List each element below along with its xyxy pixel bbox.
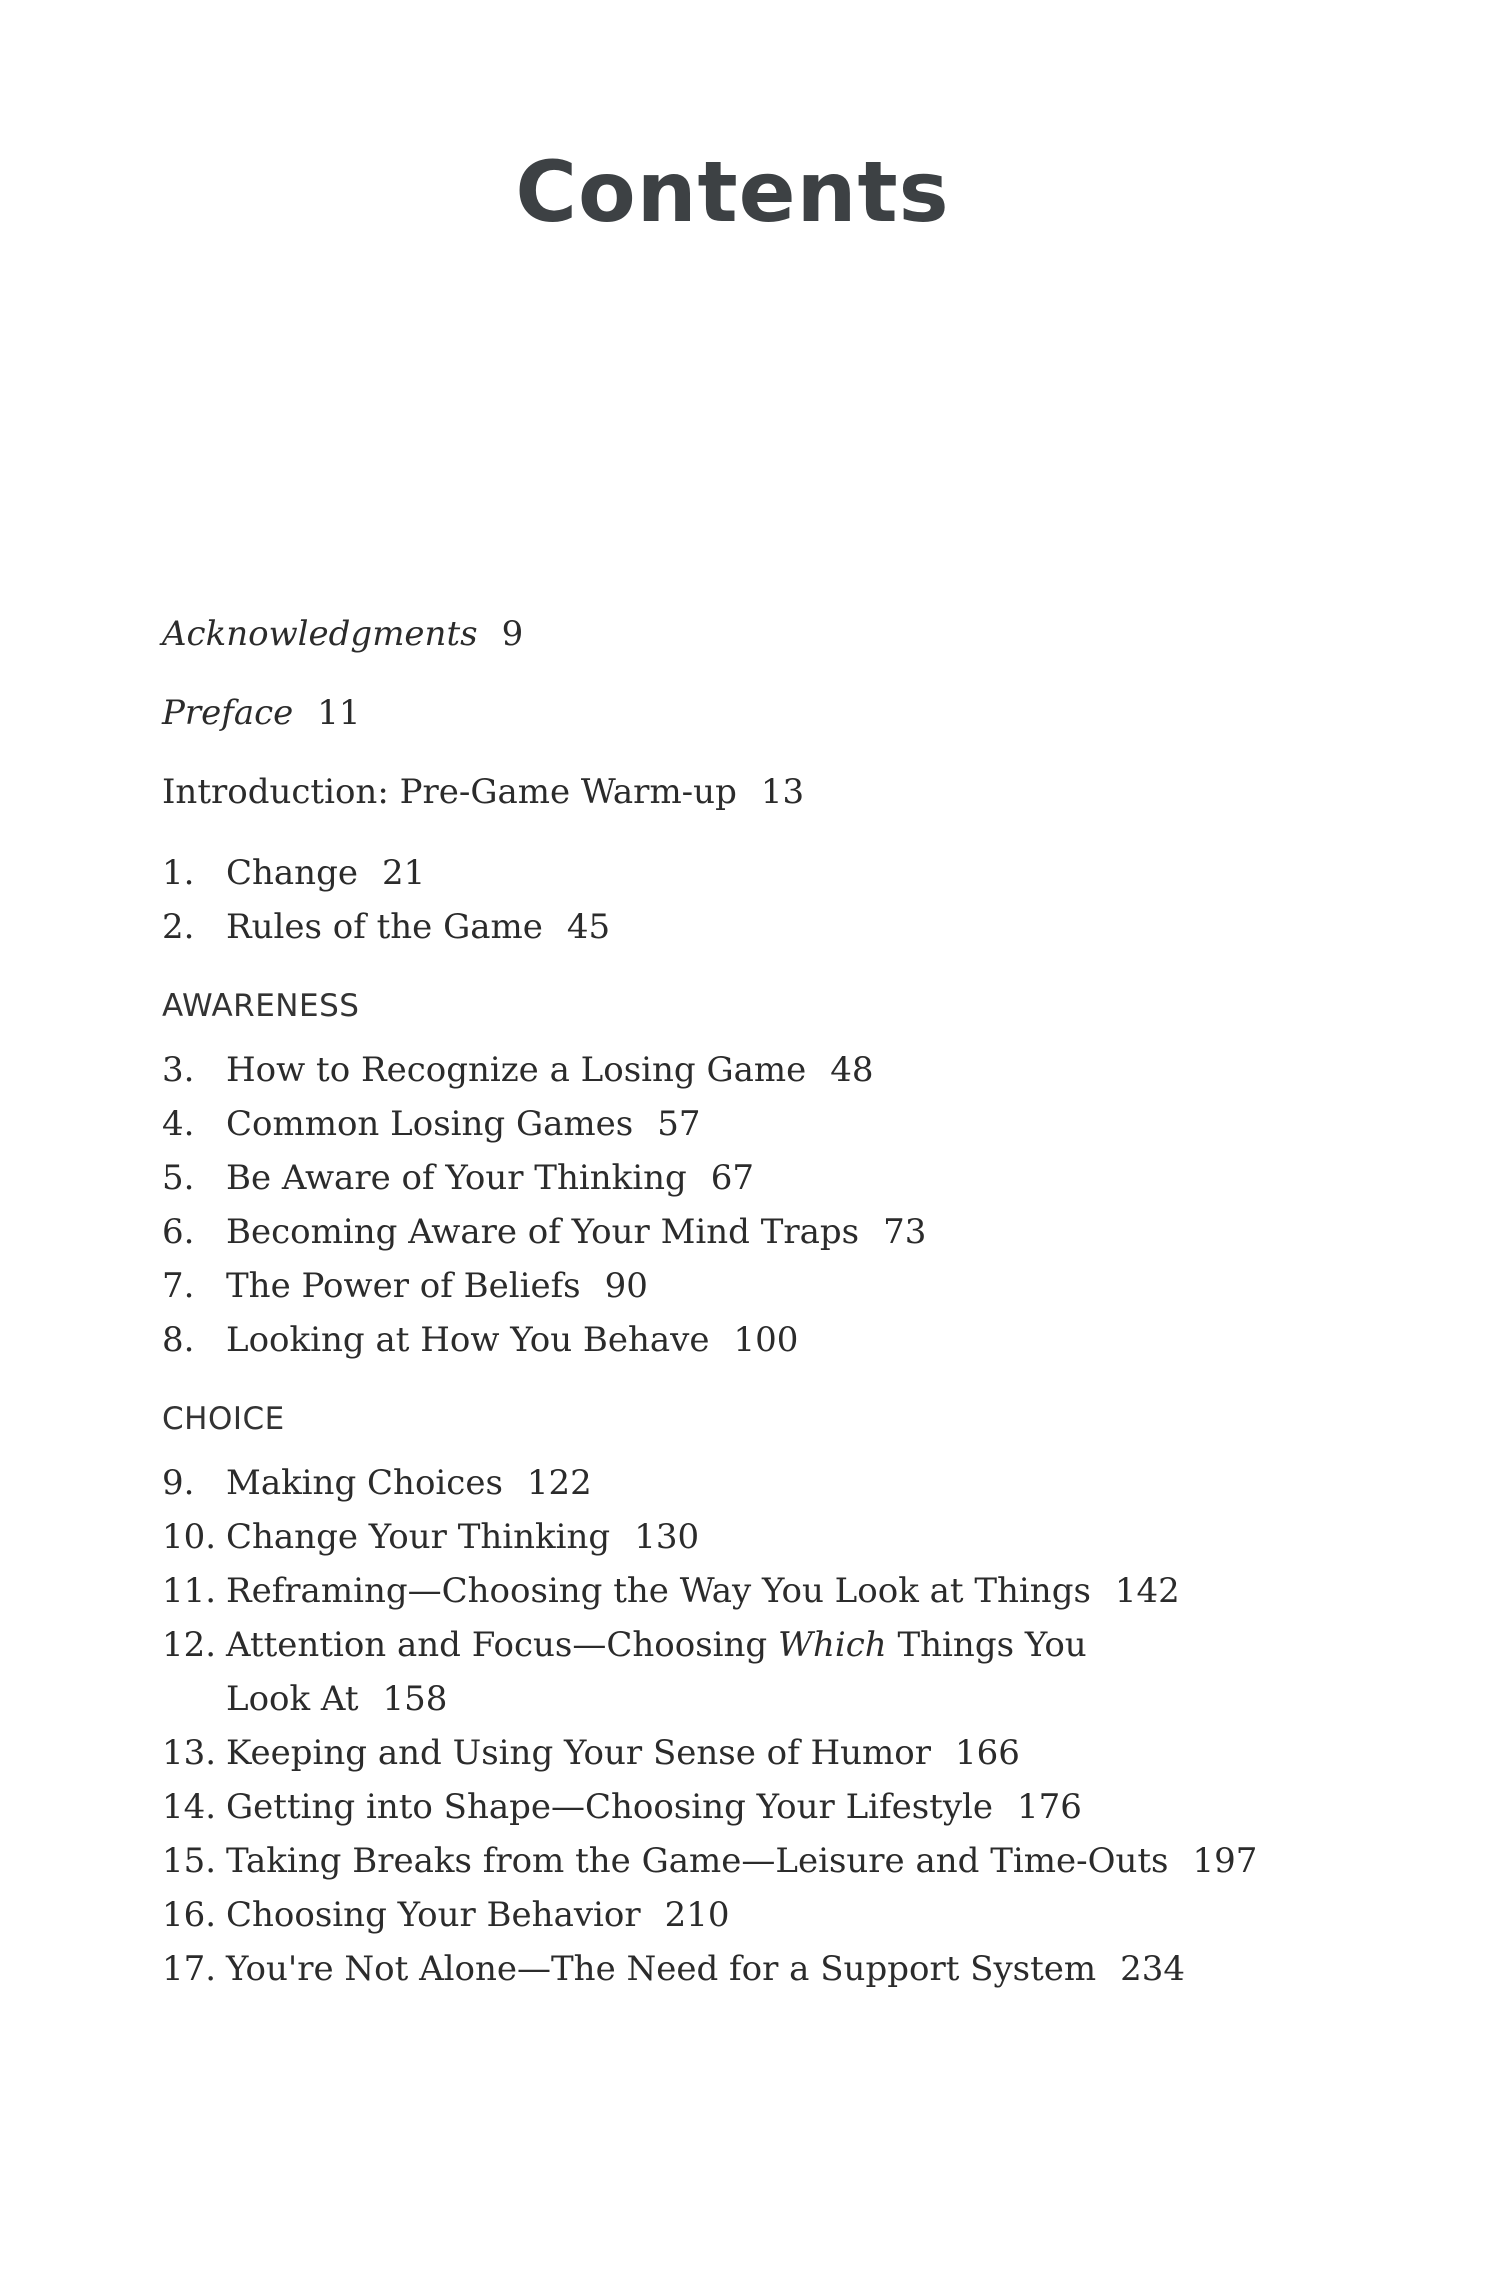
chapter-number: 8.: [162, 1320, 195, 1360]
toc-entry-chapter-1[interactable]: [162, 853, 425, 894]
entry-label: Introduction: Pre-Game Warm-up: [162, 772, 737, 812]
chapter-number: 17.: [162, 1949, 217, 1989]
toc-entry-chapter-15[interactable]: [162, 1841, 1257, 1882]
chapter-number: 13.: [162, 1733, 217, 1773]
toc-entry-chapter-7[interactable]: [162, 1266, 648, 1307]
entry-label: Getting into Shape—Choosing Your Lifestyle: [226, 1787, 994, 1827]
entry-page: 197: [1192, 1841, 1258, 1881]
entry-label: How to Recognize a Losing Game: [226, 1050, 807, 1090]
entry-page: 234: [1120, 1949, 1186, 1989]
entry-page: 130: [634, 1517, 700, 1557]
entry-label: Be Aware of Your Thinking: [226, 1158, 687, 1198]
entry-label: Change: [226, 853, 358, 893]
entry-page: 158: [382, 1679, 448, 1719]
toc-entry-chapter-12-continuation[interactable]: [226, 1679, 447, 1720]
chapter-number: 12.: [162, 1625, 217, 1665]
entry-page: 45: [566, 907, 611, 947]
entry-page: 210: [664, 1895, 730, 1935]
toc-entry-acknowledgments[interactable]: [162, 614, 523, 655]
entry-page: 142: [1114, 1571, 1180, 1611]
entry-page: 67: [710, 1158, 755, 1198]
entry-label: Change Your Thinking: [226, 1517, 611, 1557]
chapter-number: 4.: [162, 1104, 195, 1144]
entry-page: 57: [657, 1104, 701, 1144]
entry-page: 9: [501, 614, 524, 654]
toc-entry-chapter-9[interactable]: [162, 1463, 592, 1504]
toc-entry-chapter-16[interactable]: [162, 1895, 730, 1936]
toc-entry-chapter-14[interactable]: [162, 1787, 1082, 1828]
entry-label: Becoming Aware of Your Mind Traps: [226, 1212, 860, 1252]
chapter-number: 1.: [162, 853, 195, 893]
chapter-number: 9.: [162, 1463, 195, 1503]
entry-label-emphasis: Which: [778, 1625, 887, 1665]
toc-entry-chapter-13[interactable]: [162, 1733, 1020, 1774]
toc-entry-chapter-2[interactable]: [162, 907, 610, 948]
entry-label: Preface: [162, 693, 294, 733]
chapter-number: 10.: [162, 1517, 217, 1557]
entry-label: Looking at How You Behave: [226, 1320, 710, 1360]
entry-page: 90: [604, 1266, 648, 1306]
entry-label: Keeping and Using Your Sense of Humor: [226, 1733, 932, 1773]
entry-page: 73: [883, 1212, 927, 1252]
entry-label: Common Losing Games: [226, 1104, 634, 1144]
page-title: Contents: [515, 143, 950, 241]
toc-entry-chapter-17[interactable]: [162, 1949, 1185, 1990]
chapter-number: 14.: [162, 1787, 217, 1827]
entry-page: 176: [1017, 1787, 1082, 1827]
chapter-number: 5.: [162, 1158, 195, 1198]
chapter-number: 2.: [162, 907, 195, 947]
toc-entry-preface[interactable]: [162, 693, 361, 734]
entry-label-pre: Attention and Focus—Choosing: [226, 1625, 778, 1665]
entry-label: You're Not Alone—The Need for a Support System: [226, 1949, 1097, 1989]
toc-entry-chapter-12[interactable]: [162, 1625, 1087, 1666]
section-heading-choice: CHOICE: [162, 1401, 285, 1437]
chapter-number: 6.: [162, 1212, 195, 1252]
entry-label-continuation: Look At: [226, 1679, 359, 1719]
chapter-number: 3.: [162, 1050, 195, 1090]
entry-page: 13: [760, 772, 805, 812]
chapter-number: 15.: [162, 1841, 217, 1881]
entry-label: Rules of the Game: [226, 907, 543, 947]
chapter-number: 16.: [162, 1895, 217, 1935]
entry-label: Reframing—Choosing the Way You Look at Things: [226, 1571, 1091, 1611]
entry-label: Taking Breaks from the Game—Leisure and Time-Outs: [226, 1841, 1169, 1881]
entry-page: 100: [733, 1320, 799, 1360]
chapter-number: 7.: [162, 1266, 195, 1306]
toc-entry-chapter-4[interactable]: [162, 1104, 701, 1145]
section-heading-awareness: AWARENESS: [162, 988, 360, 1024]
toc-entry-chapter-10[interactable]: [162, 1517, 699, 1558]
entry-page: 48: [830, 1050, 874, 1090]
entry-page: 122: [526, 1463, 592, 1503]
entry-page: 11: [317, 693, 361, 733]
entry-label: Choosing Your Behavior: [226, 1895, 641, 1935]
entry-label: Acknowledgments: [162, 614, 478, 654]
chapter-number: 11.: [162, 1571, 217, 1611]
toc-entry-chapter-5[interactable]: [162, 1158, 754, 1199]
toc-entry-chapter-11[interactable]: [162, 1571, 1180, 1612]
entry-page: 21: [381, 853, 426, 893]
entry-label-post: Things You: [886, 1625, 1087, 1665]
toc-entry-introduction[interactable]: [162, 772, 804, 813]
toc-entry-chapter-8[interactable]: [162, 1320, 798, 1361]
entry-label: The Power of Beliefs: [226, 1266, 581, 1306]
entry-label: Making Choices: [226, 1463, 503, 1503]
entry-page: 166: [955, 1733, 1020, 1773]
toc-entry-chapter-6[interactable]: [162, 1212, 926, 1253]
toc-entry-chapter-3[interactable]: [162, 1050, 874, 1091]
